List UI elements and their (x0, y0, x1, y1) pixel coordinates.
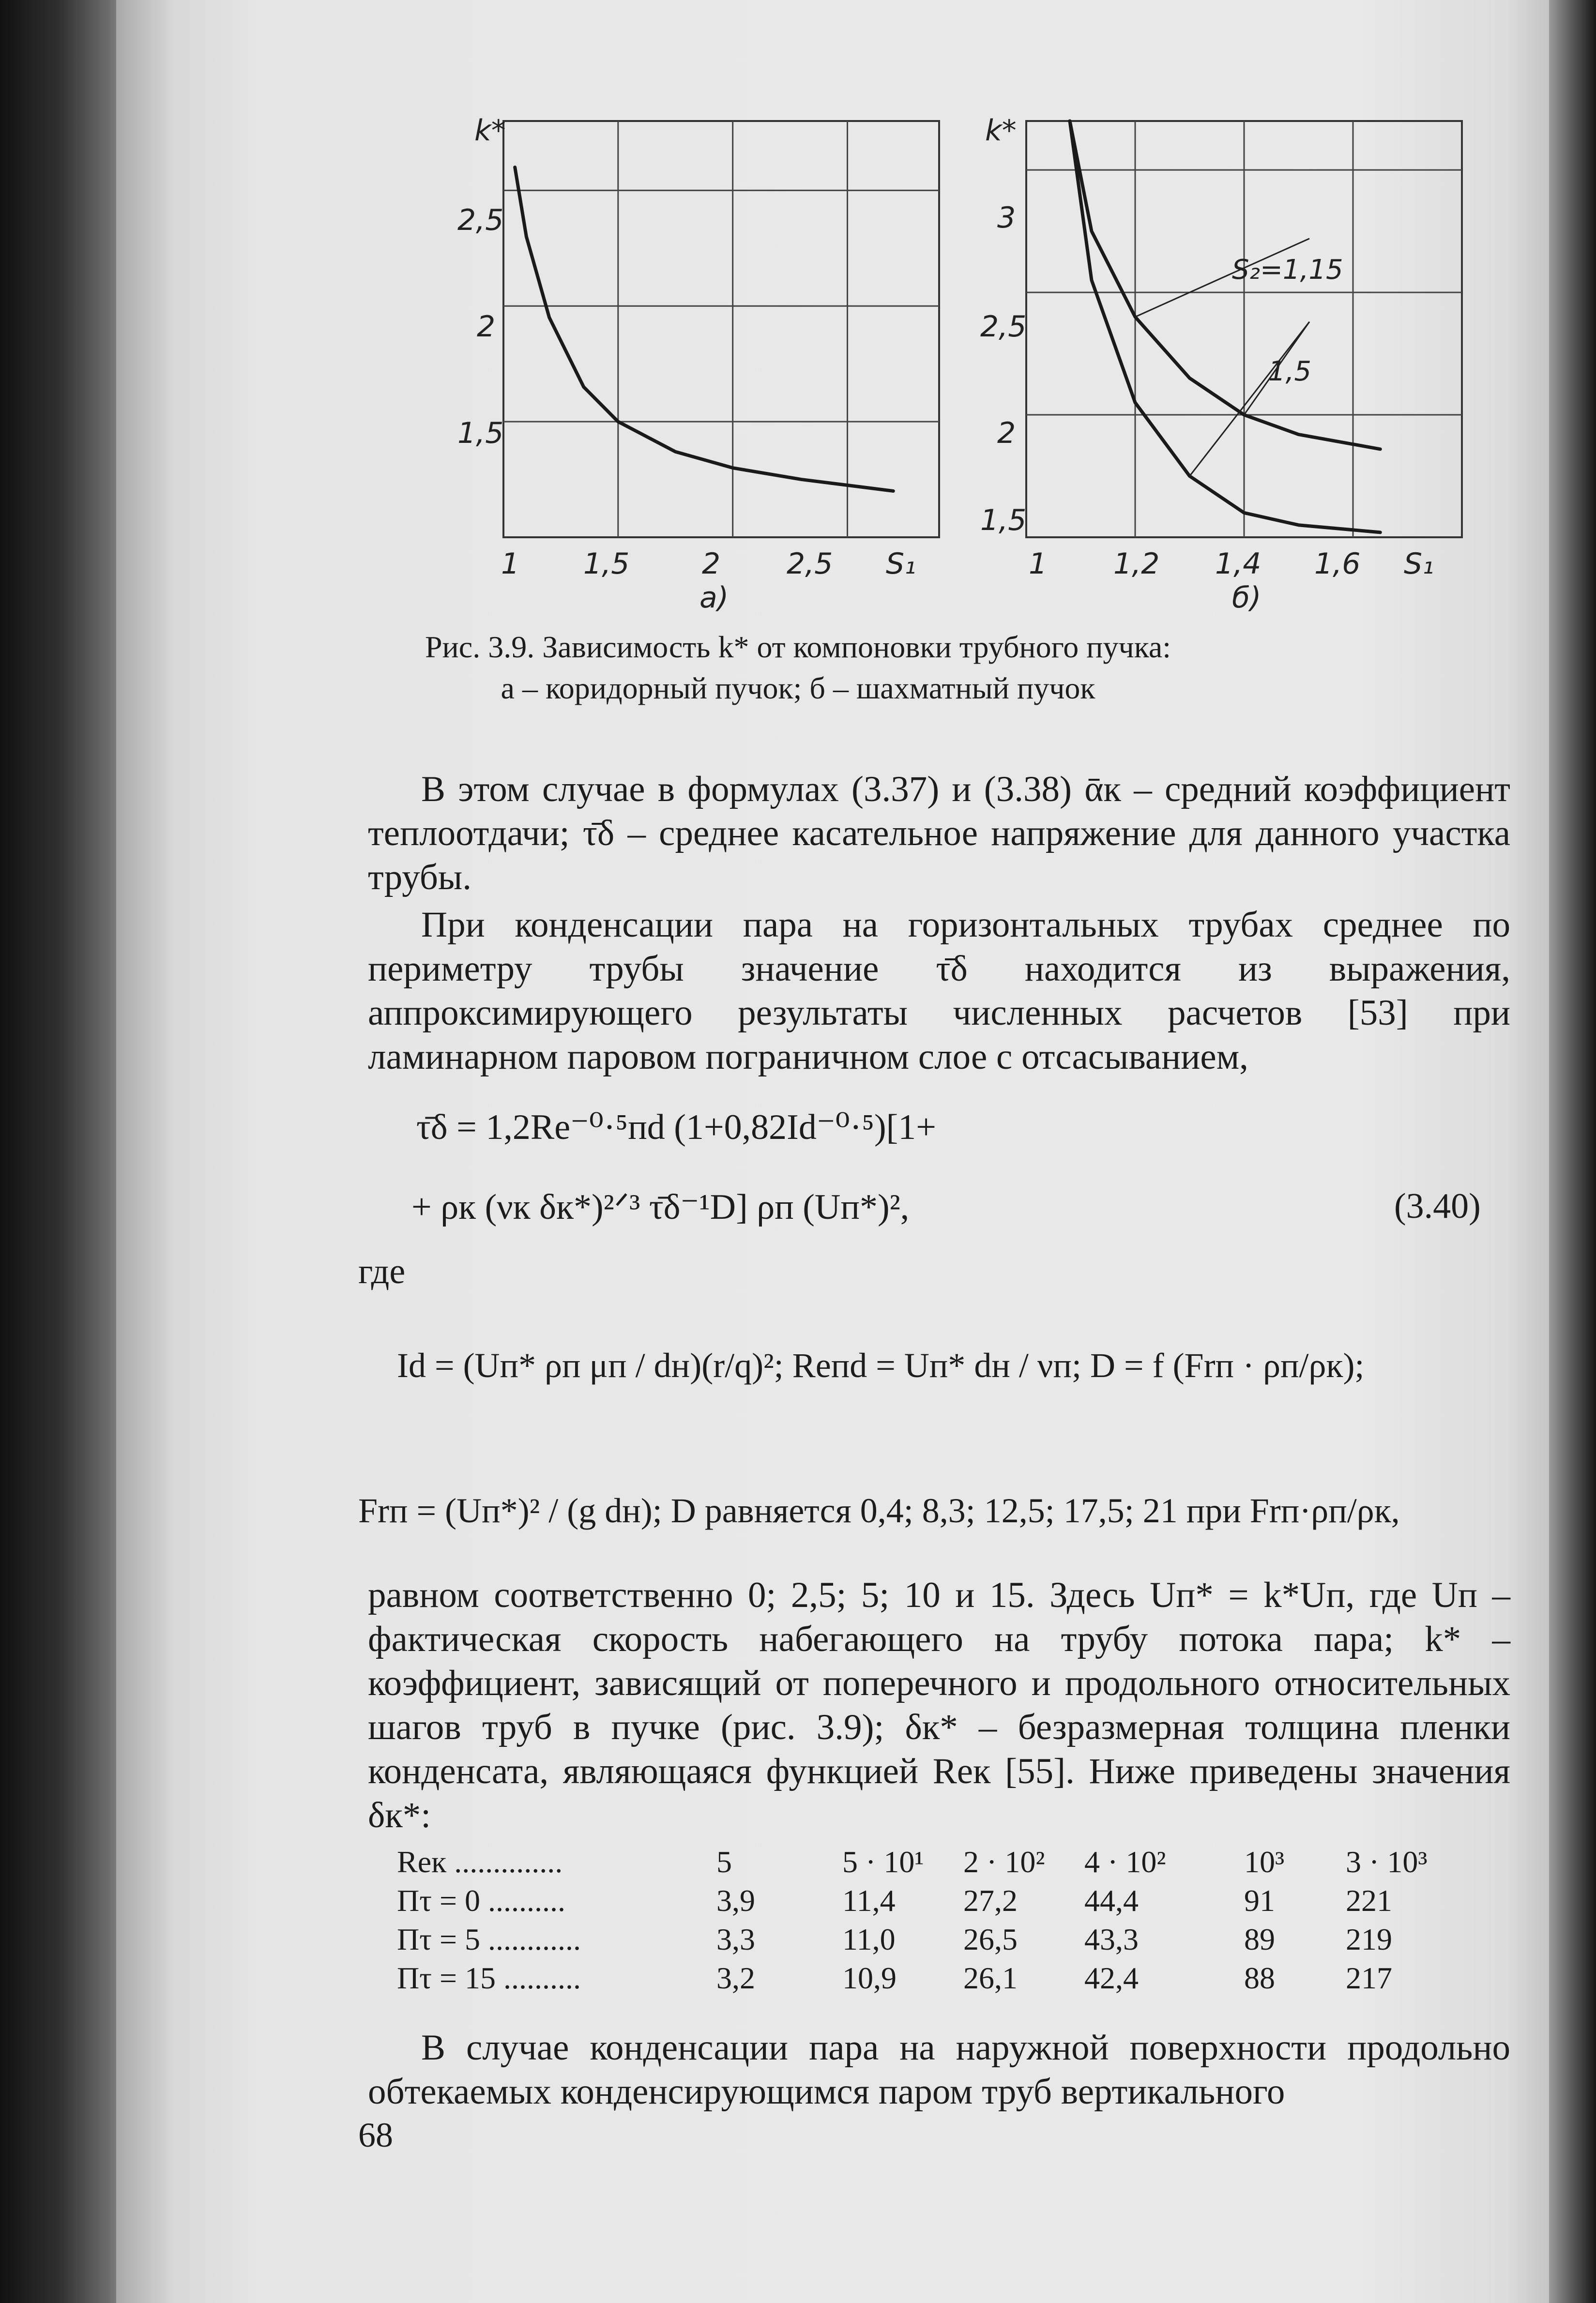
chart-b-y-tick: 2 (997, 416, 1016, 450)
curve-label-leader (1190, 322, 1310, 476)
paragraph-1 (368, 767, 1510, 899)
froude-line: Frп = (Uп*)² / (g dн); D равняется 0,4; 8,3; 12,5; 17,5; 21 при Frп·ρп/ρк, (358, 1491, 1400, 1530)
chart-b-y-tick: 3 (997, 201, 1016, 235)
table-row-label: Пτ = 0 .......... (397, 1883, 566, 1918)
values-table (397, 1844, 1443, 1999)
table-cell: 10,9 (842, 1961, 897, 1995)
chart-b (954, 111, 1476, 600)
table-cell: 3,3 (716, 1922, 755, 1956)
table-row (397, 1960, 1443, 1999)
paragraph-3 (368, 1573, 1510, 1837)
table-cell: 11,4 (842, 1883, 896, 1918)
chart-b-x-tick: 1,6 (1314, 547, 1361, 581)
chart-b-panel-label: б) (1232, 581, 1262, 615)
table-cell: 43,3 (1084, 1922, 1139, 1956)
chart-a-panel-label: а) (699, 581, 729, 615)
table-cell: 26,1 (963, 1961, 1018, 1995)
table-cell: 3 · 10³ (1346, 1845, 1428, 1879)
equation-line-2: + ρк (νк δк*)²ᐟ³ τ̄δ⁻¹D] ρп (Uп*)², (411, 1187, 910, 1227)
chart-a-x-tick: 1 (501, 547, 520, 581)
paragraph-3-text: равном соответственно 0; 2,5; 5; 10 и 15. Здесь Uп* = k*Uп, где Uп – фактическая скорость набегающего на трубу потока пара; k* – коэффициент, зависящий от поперечного и продольного относительных шагов труб в пучке (рис. 3.9); δк* – безразмерная толщина пленки конденсата, являющаяся функцией Reк [55]. Ниже приведены значения δк*: (368, 1575, 1510, 1835)
chart-a-x-tick: 1,5 (583, 547, 630, 581)
table-cell: 221 (1346, 1883, 1392, 1918)
chart-a-x-tick: 2 (702, 547, 721, 581)
definitions-line: Id = (Uп* ρп μп / dн)(r/q)²; Reпd = Uп* dн / νп; D = f (Frп · ρп/ρк); (397, 1346, 1365, 1385)
table-cell: 4 · 10² (1084, 1845, 1166, 1879)
table-cell: 89 (1244, 1922, 1275, 1956)
chart-b-x-tick: S₁ (1404, 547, 1434, 581)
table-cell: 3,2 (716, 1961, 755, 1995)
equation-number: (3.40) (1394, 1186, 1481, 1226)
table-cell: 27,2 (963, 1883, 1018, 1918)
paragraph-4-text: В случае конденсации пара на наружной поверхности продольно обтекаемых конденсирующимся паром труб вертикального (368, 2028, 1510, 2112)
paragraph-1-text: В этом случае в формулах (3.37) и (3.38) ᾱк – средний коэффициент теплоотдачи; τ̄δ – среднее касательное напряжение для данного участка трубы. (368, 769, 1510, 897)
table-cell: 2 · 10² (963, 1845, 1045, 1879)
table-cell: 3,9 (716, 1883, 755, 1918)
chart-b-y-label: k* (985, 114, 1017, 148)
equation-line-1: τ̄δ = 1,2Re⁻⁰·⁵пd (1+0,82Id⁻⁰·⁵)[1+ (416, 1107, 937, 1147)
chart-a (436, 111, 958, 600)
table-row (397, 1844, 1443, 1883)
chart-a-x-tick: 2,5 (787, 547, 833, 581)
chart-a-y-tick: 2,5 (457, 203, 504, 237)
page-number: 68 (358, 2116, 393, 2154)
chart-a-y-label: k* (474, 114, 506, 148)
table-cell: 91 (1244, 1883, 1275, 1918)
table-cell: 26,5 (963, 1922, 1018, 1956)
chart-a-y-tick: 1,5 (457, 416, 504, 450)
table-cell: 219 (1346, 1922, 1392, 1956)
figure-caption-line1: Рис. 3.9. Зависимость k* от компоновки трубного пучка: (425, 630, 1171, 664)
table-cell: 5 (716, 1845, 732, 1879)
table-cell: 42,4 (1084, 1961, 1139, 1995)
where-label: где (358, 1252, 406, 1291)
table-row-label: Reк .............. (397, 1845, 563, 1879)
paragraph-4 (368, 2026, 1510, 2114)
table-cell: 88 (1244, 1961, 1275, 1995)
plot-frame (503, 121, 939, 537)
chart-b-x-tick: 1,4 (1215, 547, 1262, 581)
series-line-2 (1070, 121, 1380, 532)
chart-b-y-tick: 2,5 (980, 310, 1027, 344)
figure-3-9 (0, 0, 1596, 736)
chart-b-curve-label: S₂=1,15 (1232, 254, 1343, 286)
chart-a-y-tick: 2 (477, 310, 496, 344)
chart-b-curve-label: 1,5 (1268, 356, 1312, 387)
table-cell: 217 (1346, 1961, 1392, 1995)
chart-b-y-tick: 1,5 (980, 503, 1027, 537)
figure-caption-line2: а – коридорный пучок; б – шахматный пучок (501, 671, 1095, 705)
chart-b-x-tick: 1,2 (1113, 547, 1160, 581)
table-row (397, 1883, 1443, 1922)
chart-b-x-tick: 1 (1029, 547, 1048, 581)
series-line-1 (515, 167, 894, 491)
table-cell: 11,0 (842, 1922, 896, 1956)
table-cell: 44,4 (1084, 1883, 1139, 1918)
table-row (397, 1922, 1443, 1960)
chart-a-x-tick: S₁ (886, 547, 916, 581)
table-row-label: Пτ = 5 ............ (397, 1922, 581, 1956)
table-cell: 5 · 10¹ (842, 1845, 924, 1879)
paragraph-2-text: При конденсации пара на горизонтальных трубах среднее по периметру трубы значение τ̄δ находится из выражения, аппроксимирующего результаты численных расчетов [53] при ламинарном паровом пограничном слое с отсасыванием, (368, 905, 1510, 1077)
table-row-label: Пτ = 15 .......... (397, 1961, 581, 1995)
table-cell: 10³ (1244, 1845, 1285, 1879)
paragraph-2 (368, 903, 1510, 1079)
